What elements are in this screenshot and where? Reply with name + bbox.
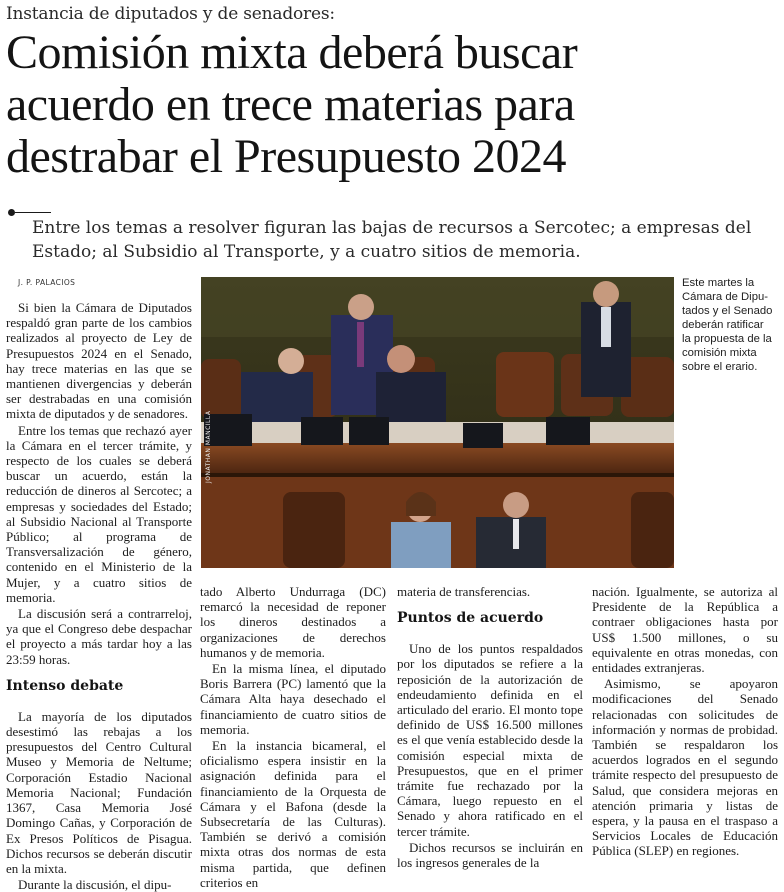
body-column-3 — [397, 584, 583, 870]
body-paragraph: Si bien la Cámara de Diputados respaldó gran parte de los cambios realizados al proyecto de Ley de Presupuestos 2024 en el Senado, hay trece materias en las que se mantienen divergencias y deberán ser destrabadas en una comisión mixta de diputados y de senadores. — [6, 300, 192, 422]
body-paragraph: En la instancia bicameral, el oficialismo espera insistir en la asignación definida para el financiamiento de la Orquesta de Cámara y el Bafona (desde la Subsecretaría de las Culturas). También se derivó a comisión mixta otras dos normas de esta misma partida, que definen criterios en — [200, 738, 386, 890]
body-paragraph: En la misma línea, el diputado Boris Barrera (PC) lamentó que la Cámara Alta haya desechado el financiamiento de cuatro sitios de memoria. — [200, 661, 386, 737]
headline-line: Comisión mixta deberá buscar — [6, 26, 578, 79]
headline-line: acuerdo en trece materias para — [6, 78, 575, 131]
photo-caption — [682, 276, 780, 374]
caption-line: Cámara de Dipu- — [682, 291, 769, 303]
caption-line: la propuesta de la — [682, 333, 772, 345]
chamber-session-illustration — [201, 277, 674, 568]
article-photo — [201, 277, 674, 568]
caption-line: Este martes la — [682, 277, 755, 289]
dek-bullet-dot — [8, 209, 15, 216]
dek-line: Estado; al Subsidio al Transporte, y a cuatro sitios de memoria. — [32, 242, 581, 262]
section-subhead: Intenso debate — [6, 677, 124, 694]
article-headline — [6, 27, 778, 183]
body-column-4 — [592, 584, 778, 859]
body-column-2 — [200, 584, 386, 890]
body-paragraph: La mayoría de los diputados desestimó las rebajas a los presupuestos del Centro Cultural Museo y Memoria de Neltume; Corporación Estadio Nacional Memoria Nacional; Fundación 1367, Casa Memoria José Domingo Cañas, y Corporación de Ex Presos Políticos de Pisagua. Dichos recursos se deberán discutir en la mixta. — [6, 708, 192, 876]
photo-credit: JONATHAN MANCILLA — [205, 410, 212, 483]
dek-line: Entre los temas a resolver figuran las bajas de recursos a Sercotec; a empresas del — [32, 218, 752, 238]
article-dek — [32, 216, 772, 264]
body-column-1 — [6, 300, 192, 892]
section-subhead: Puntos de acuerdo — [397, 610, 544, 627]
headline-line: destrabar el Presupuesto 2024 — [6, 130, 567, 183]
body-paragraph: nación. Igualmente, se autoriza al Presidente de la República a contraer obligaciones hasta por US$ 1.500 millones, o su equivalente en otras monedas, con entidades extranjeras. — [592, 584, 778, 676]
dek-rule — [15, 212, 51, 213]
body-paragraph: materia de transferencias. — [397, 584, 531, 599]
body-paragraph: Durante la discusión, el dipu- — [18, 877, 172, 892]
body-paragraph: tado Alberto Undurraga (DC) remarcó la necesidad de reponer los dineros destinados a organizaciones de derechos humanos y de memoria. — [200, 584, 386, 660]
article-kicker: Instancia de diputados y de senadores: — [6, 4, 335, 24]
caption-line: sobre el erario. — [682, 361, 758, 373]
body-paragraph: Entre los temas que rechazó ayer la Cámara en el tercer trámite, y respecto de los cuales se deberá buscar un acuerdo, están la reducción de dineros al Sercotec; a empresas y sociedades del Estado; al Subsidio Nacional al Transporte Público; al programa de Transversalización de género, contenido en el Ministerio de la Mujer, y a cuatro sitios de memoria. — [6, 422, 192, 605]
caption-line: tados y el Senado — [682, 305, 773, 317]
body-paragraph: Asimismo, se apoyaron modificaciones del Senado relacionadas con solicitudes de información y normas de probidad. También se respaldaron los acuerdos logrados en el segundo trámite respecto del presupuesto de Salud, que considera mejoras en atención primaria y listas de espera, y la pausa en el traspaso a Servicios Locales de Educación Pública (SLEP) en regiones. — [592, 676, 778, 859]
caption-line: deberán ratificar — [682, 319, 764, 331]
body-paragraph: La discusión será a contrarreloj, ya que el Congreso debe despachar el proyecto a más tardar hoy a las 23:59 horas. — [6, 606, 192, 667]
byline: J. P. PALACIOS — [18, 278, 76, 287]
body-paragraph: Dichos recursos se incluirán en los ingresos generales de la — [397, 839, 583, 871]
caption-line: comisión mixta — [682, 347, 757, 359]
body-paragraph: Uno de los puntos respaldados por los diputados se refiere a la reposición de la autorización de endeudamiento definida en el articulado del erario. El monto tope definido de US$ 16.500 millones es el que venía establecido desde la comisión especial mixta de Presupuestos, que en el primer trámite fue rechazado por la Cámara, luego repuesto en el Senado y ahora ratificado en el tercer trámite. — [397, 641, 583, 839]
